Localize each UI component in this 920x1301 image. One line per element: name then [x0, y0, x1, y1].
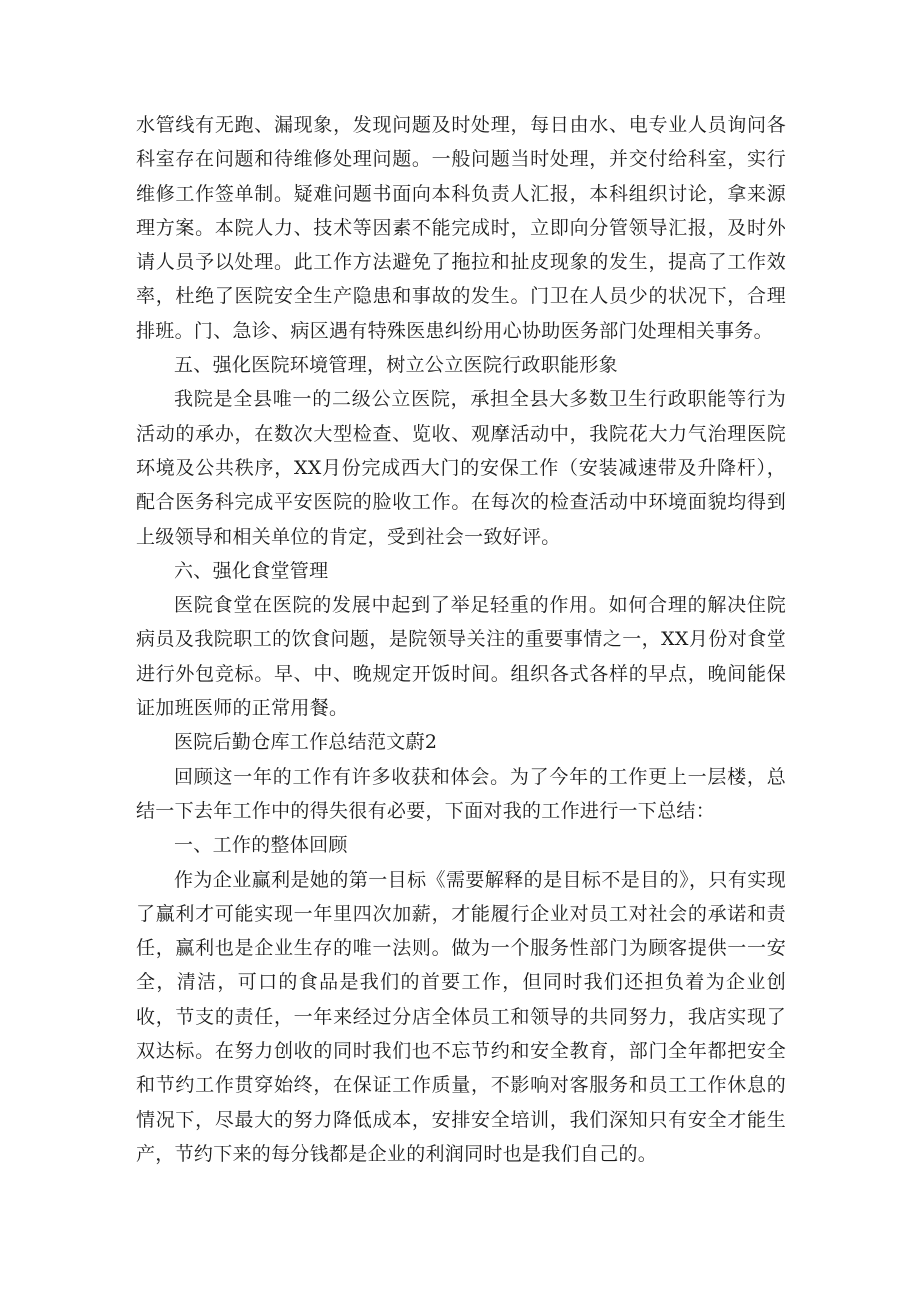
document-body — [136, 108, 786, 1171]
paragraph-review-intro: 回顾这一年的工作有许多收获和体会。为了今年的工作更上一层楼，总结一下去年工作中的得失很有必要，下面对我的工作进行一下总结： — [136, 765, 786, 822]
paragraph-environment: 我院是全县唯一的二级公立医院，承担全县大多数卫生行政职能等行为活动的承办，在数次大型检查、览收、观摩活动中，我院花大力气治理医院环境及公共秩序，XX月份完成西大门的安保工作（安装减速带及升降杆），配合医务科完成平安医院的脸收工作。在每次的检查活动中环境面貌均得到上级领导和相关单位的肯定，受到社会一致好评。 — [136, 388, 786, 548]
paragraph-canteen: 医院食堂在医院的发展中起到了举足轻重的作用。如何合理的解决住院病员及我院职工的饮食问题，是院领导关注的重要事情之一，XX月份对食堂进行外包竞标。早、中、晚规定开饭时间。组织各式各样的早点，晚间能保证加班医师的正常用餐。 — [136, 594, 786, 720]
section-heading-overall-review: 一、工作的整体回顾 — [174, 834, 348, 857]
section-heading-canteen: 六、强化食堂管理 — [174, 559, 329, 582]
paragraph-overall-review: 作为企业赢利是她的第一目标《需要解释的是目标不是目的》，只有实现了赢利才可能实现一年里四次加薪，才能履行企业对员工对社会的承诺和责任，赢利也是企业生存的唯一法则。做为一个服务性部门为顾客提供一一安全，清洁，可口的食品是我们的首要工作，但同时我们还担负着为企业创收，节支的责任，一年来经过分店全体员工和领导的共同努力，我店实现了双达标。在努力创收的同时我们也不忘节约和安全教育，部门全年都把安全和节约工作贯穿始终，在保证工作质量，不影响对客服务和员工工作休息的情况下，尽最大的努力降低成本，安排安全培训，我们深知只有安全才能生产，节约下来的每分钱都是企业的利润同时也是我们自己的。 — [136, 868, 786, 1165]
section-heading-environment: 五、强化医院环境管理，树立公立医院行政职能形象 — [174, 354, 618, 377]
paragraph-maintenance-continued: 水管线有无跑、漏现象，发现问题及时处理，每日由水、电专业人员询问各科室存在问题和待维修处理问题。一般问题当时处理，并交付给科室，实行维修工作签单制。疑难问题书面向本科负责人汇报，本科组织讨论，拿来源理方案。本院人力、技术等因素不能完成时，立即向分管领导汇报，及时外请人员予以处理。此工作方法避免了拖拉和扯皮现象的发生，提高了工作效率，杜绝了医院安全生产隐患和事故的发生。门卫在人员少的状况下，合理排班。门、急诊、病区遇有特殊医患纠纷用心协助医务部门处理相关事务。 — [136, 114, 786, 342]
article-title-2: 医院后勤仓库工作总结范文蔚2 — [174, 731, 438, 754]
